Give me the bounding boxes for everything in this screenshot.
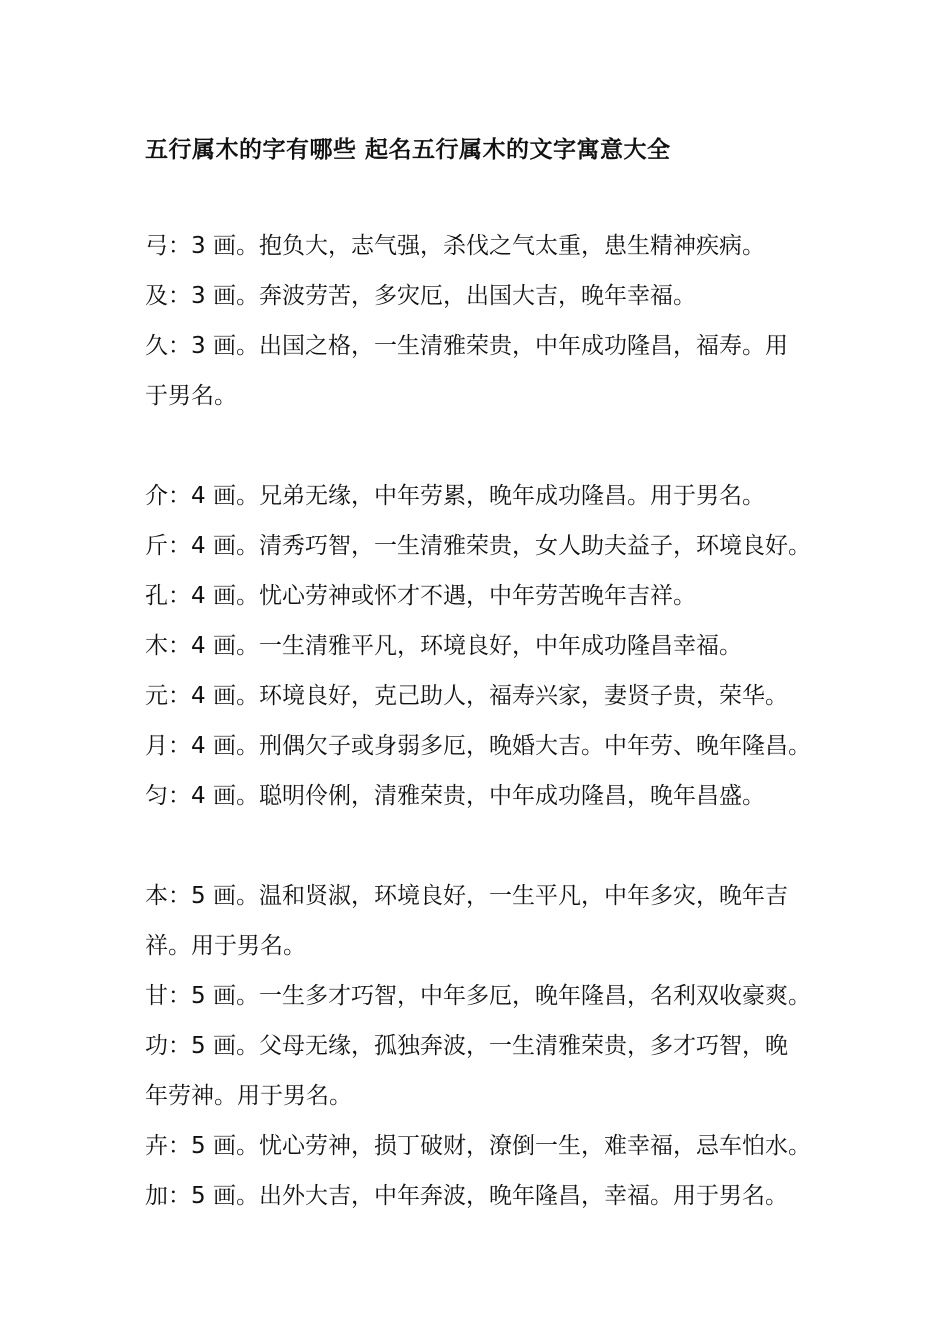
paragraph-gap <box>145 821 835 871</box>
document-body <box>145 221 835 1221</box>
text-line: 功：5 画。父母无缘，孤独奔波，一生清雅荣贵，多才巧智，晚 <box>145 1033 788 1059</box>
text-line: 元：4 画。环境良好，克己助人，福寿兴家，妻贤子贵，荣华。 <box>145 683 788 709</box>
text-line: 本：5 画。温和贤淑，环境良好，一生平凡，中年多灾，晚年吉 <box>145 883 788 909</box>
text-line: 月：4 画。刑偶欠子或身弱多厄，晚婚大吉。中年劳、晚年隆昌。 <box>145 733 811 759</box>
text-line: 及：3 画。奔波劳苦，多灾厄，出国大吉，晚年幸福。 <box>145 283 696 309</box>
text-line: 弓：3 画。抱负大，志气强，杀伐之气太重，患生精神疾病。 <box>145 233 765 259</box>
text-line: 孔：4 画。忧心劳神或怀才不遇，中年劳苦晚年吉祥。 <box>145 583 696 609</box>
text-line: 匀：4 画。聪明伶俐，清雅荣贵，中年成功隆昌，晚年昌盛。 <box>145 783 765 809</box>
text-line: 祥。用于男名。 <box>145 933 306 959</box>
text-line: 斤：4 画。清秀巧智，一生清雅荣贵，女人助夫益子，环境良好。 <box>145 533 811 559</box>
text-line: 介：4 画。兄弟无缘，中年劳累，晚年成功隆昌。用于男名。 <box>145 483 765 509</box>
text-line: 久：3 画。出国之格，一生清雅荣贵，中年成功隆昌，福寿。用 <box>145 333 788 359</box>
text-line: 甘：5 画。一生多才巧智，中年多厄，晚年隆昌，名利双收豪爽。 <box>145 983 811 1009</box>
paragraph-gap <box>145 421 835 471</box>
text-line: 卉：5 画。忧心劳神，损丁破财，潦倒一生，难幸福，忌车怕水。 <box>145 1133 811 1159</box>
text-line: 于男名。 <box>145 383 237 409</box>
text-line: 年劳神。用于男名。 <box>145 1083 352 1109</box>
text-line: 加：5 画。出外大吉，中年奔波，晚年隆昌，幸福。用于男名。 <box>145 1183 788 1209</box>
document-title: 五行属木的字有哪些 起名五行属木的文字寓意大全 <box>145 137 671 163</box>
text-line: 木：4 画。一生清雅平凡，环境良好，中年成功隆昌幸福。 <box>145 633 742 659</box>
